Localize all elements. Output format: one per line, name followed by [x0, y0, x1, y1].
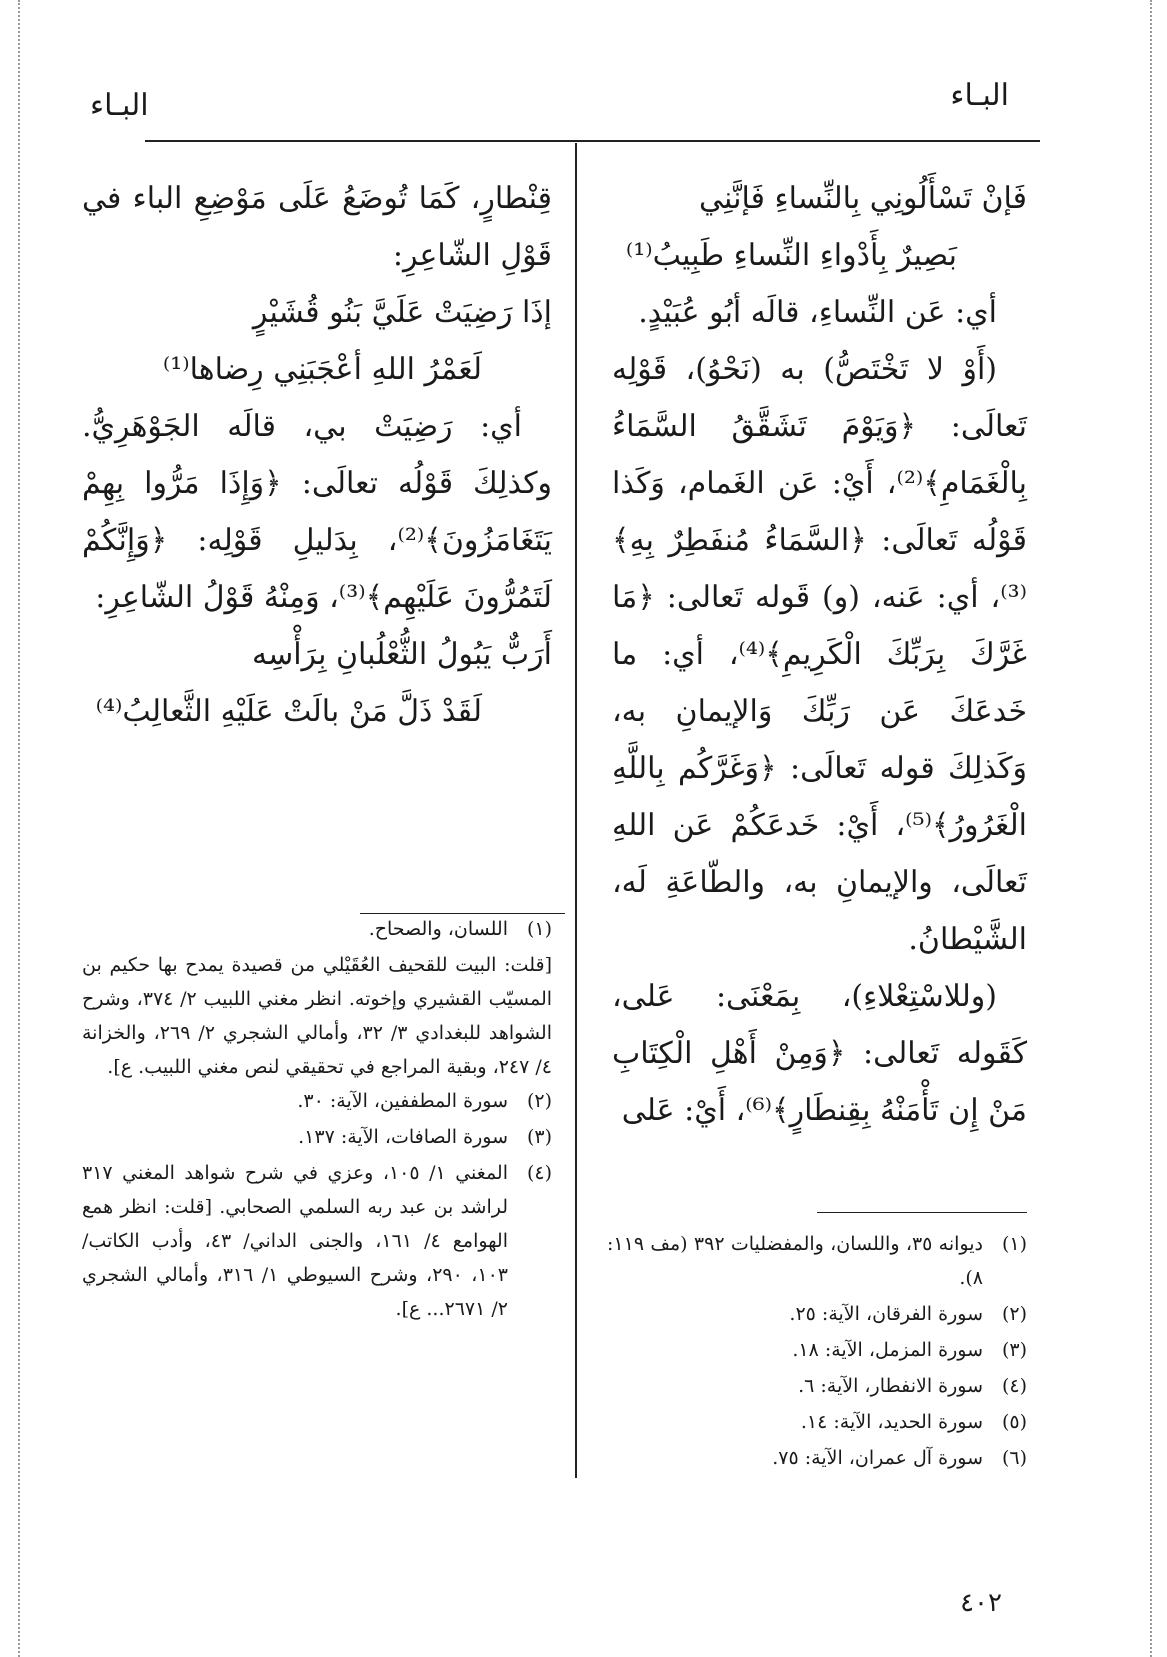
paragraph: أي: رَضِيَتْ بي، قالَه الجَوْهَرِيُّ. وكذلِكَ قَوْلُه تعالَى: ﴿وَإِذَا مَرُّوا بِهِمْ يَتَغَامَزُونَ﴾⁽²⁾، بِدَليلِ قَوْلِه: ﴿وَإِنَّكُمْ لَتَمُرُّونَ عَلَيْهِم﴾⁽³⁾، وَمِنْهُ قَوْلُ الشّاعِرِ: — [82, 409, 552, 615]
footnote-text: سورة المطففين، الآية: ٣٠. — [297, 1090, 508, 1112]
footnote — [607, 1441, 1027, 1475]
footnote — [607, 1369, 1027, 1403]
footnote — [607, 1405, 1027, 1439]
footnote-number: (٦) — [1001, 1447, 1027, 1469]
left-column — [82, 170, 552, 740]
footnote-text: سورة الفرقان، الآية: ٢٥. — [789, 1303, 983, 1325]
footnote-rule — [817, 1212, 1027, 1213]
footnote — [607, 1333, 1027, 1367]
paragraph: (وللاسْتِعْلاءِ)، بِمَعْنَى: عَلى، كَقَوله تَعالى: ﴿وَمِنْ أَهْلِ الْكِتَابِ مَنْ إِن تَأْمَنْهُ بِقِنطَارٍ﴾⁽⁶⁾، أَيْ: عَلى — [612, 979, 1027, 1128]
footnote — [82, 1084, 552, 1118]
footnote-number: (٥) — [1001, 1411, 1027, 1433]
footnote-text: المغني ١/ ١٠٥، وعزي في شرح شواهد المغني ٣١٧ لراشد بن عبد ربه السلمي الصحابي. [قلت: انظر همع الهوامع ٤/ ١٦١، والجنى الداني/ ٤٣، وأدب الكاتب/ ١٠٣، ٢٩٠، وشرح السيوطي ١/ ٣١٦، وأمالي الشجري ٢/ ٢٦٧١... ع]. — [82, 1162, 509, 1320]
footnote-number: (١) — [1001, 1233, 1027, 1255]
footnote-text: سورة المزمل، الآية: ١٨. — [792, 1339, 983, 1361]
verse-line: فَإنْ تَسْأَلُونِي بِالنِّساءِ فَإنَّنِي — [699, 181, 1027, 216]
running-header-right: البـاء — [950, 78, 1009, 113]
right-margin-dots — [1150, 0, 1152, 1657]
footnote-number: (٤) — [526, 1162, 552, 1184]
verse-line: بَصِيرٌ بِأَدْواءِ النِّساءِ طَبِيبُ⁽¹⁾ — [625, 238, 957, 273]
verse-line: إذَا رَضِيَتْ عَلَيَّ بَنُو قُشَيْرٍ — [252, 295, 552, 330]
footnote-continuation: [قلت: البيت للقحيف العُقَيْلي من قصيدة يمدح بها حكيم بن المسيّب القشيري وإخوته. انظر مغني اللبيب ٢/ ٣٧٤، وشرح الشواهد للبغدادي ٣/ ٣٢، وأمالي الشجري ٢/ ٢٦٩، والخزانة ٤/ ٢٤٧، وبقية المراجع في تحقيقي لنص مغني اللبيب. ع]. — [82, 954, 553, 1078]
left-margin-dots — [18, 0, 20, 1657]
footnote-text: ديوانه ٣٥، واللسان، والمفضليات ٣٩٢ (مف ١١٩: ٨). — [607, 1233, 983, 1289]
right-footnotes — [607, 1227, 1027, 1477]
verse-line: لَقَدْ ذَلَّ مَنْ بالَتْ عَلَيْهِ الثَّعالِبُ⁽⁴⁾ — [95, 694, 482, 729]
footnote — [82, 1156, 552, 1326]
footnote — [607, 1227, 1027, 1295]
footnote — [82, 1120, 552, 1154]
footnote-text: اللسان، والصحاح. — [368, 918, 508, 940]
verse-line: لَعَمْرُ اللهِ أعْجَبَنِي رِضاها⁽¹⁾ — [162, 352, 482, 387]
paragraph: أي: عَن النِّساءِ، قالَه أبُو عُبَيْدٍ. — [638, 295, 997, 330]
footnote-number: (٣) — [1001, 1339, 1027, 1361]
footnote-number: (٢) — [526, 1090, 552, 1112]
paragraph: (أَوْ لا تَخْتَصُّ) به (نَحْوُ)، قَوْلِه تَعالَى: ﴿وَيَوْمَ تَشَقَّقُ السَّمَاءُ بِالْغَمَامِ﴾⁽²⁾، أَيْ: عَن الغَمام، وَكَذا قَوْلُه تَعالَى: ﴿السَّمَاءُ مُنفَطِرٌ بِهِ﴾⁽³⁾، أي: عَنه، (و) قَوله تَعالى: ﴿مَا غَرَّكَ بِرَبِّكَ الْكَرِيمِ﴾⁽⁴⁾، أي: ما خَدعَكَ عَن رَبِّكَ وَالإيمانِ به، وَكَذلِكَ قوله تَعالَى: ﴿وَغَرَّكُم بِاللَّهِ الْغَرُورُ﴾⁽⁵⁾، أَيْ: خَدعَكُمْ عَن اللهِ تَعالَى، والإيمانِ به، والطّاعَةِ لَه، الشَّيْطانُ. — [612, 352, 1027, 957]
footnote — [82, 912, 552, 946]
paragraph: قِنْطارٍ، كَمَا تُوضَعُ عَلَى مَوْضِعِ الباء في قَوْلِ الشّاعِرِ: — [82, 181, 552, 273]
column-divider — [575, 143, 577, 1478]
header-rule — [145, 140, 1040, 142]
footnote-text: سورة الانفطار، الآية: ٦. — [798, 1375, 983, 1397]
footnote-number: (٤) — [1001, 1375, 1027, 1397]
verse-line: أَرَبٌّ يَبُولُ الثُّعْلُبانِ بِرَأْسِه — [252, 637, 552, 672]
footnote-number: (٢) — [1001, 1303, 1027, 1325]
footnote-text: سورة آل عمران، الآية: ٧٥. — [772, 1447, 983, 1469]
running-header-left: البـاء — [90, 88, 149, 123]
footnote — [607, 1297, 1027, 1331]
footnote-number: (١) — [526, 918, 552, 940]
footnote-number: (٣) — [526, 1126, 552, 1148]
left-footnotes — [82, 912, 552, 1328]
page-number: ٤٠٢ — [960, 1588, 1002, 1618]
footnote-text: سورة الصافات، الآية: ١٣٧. — [298, 1126, 508, 1148]
right-column — [612, 170, 1027, 1139]
footnote-text: سورة الحديد، الآية: ١٤. — [800, 1411, 983, 1433]
